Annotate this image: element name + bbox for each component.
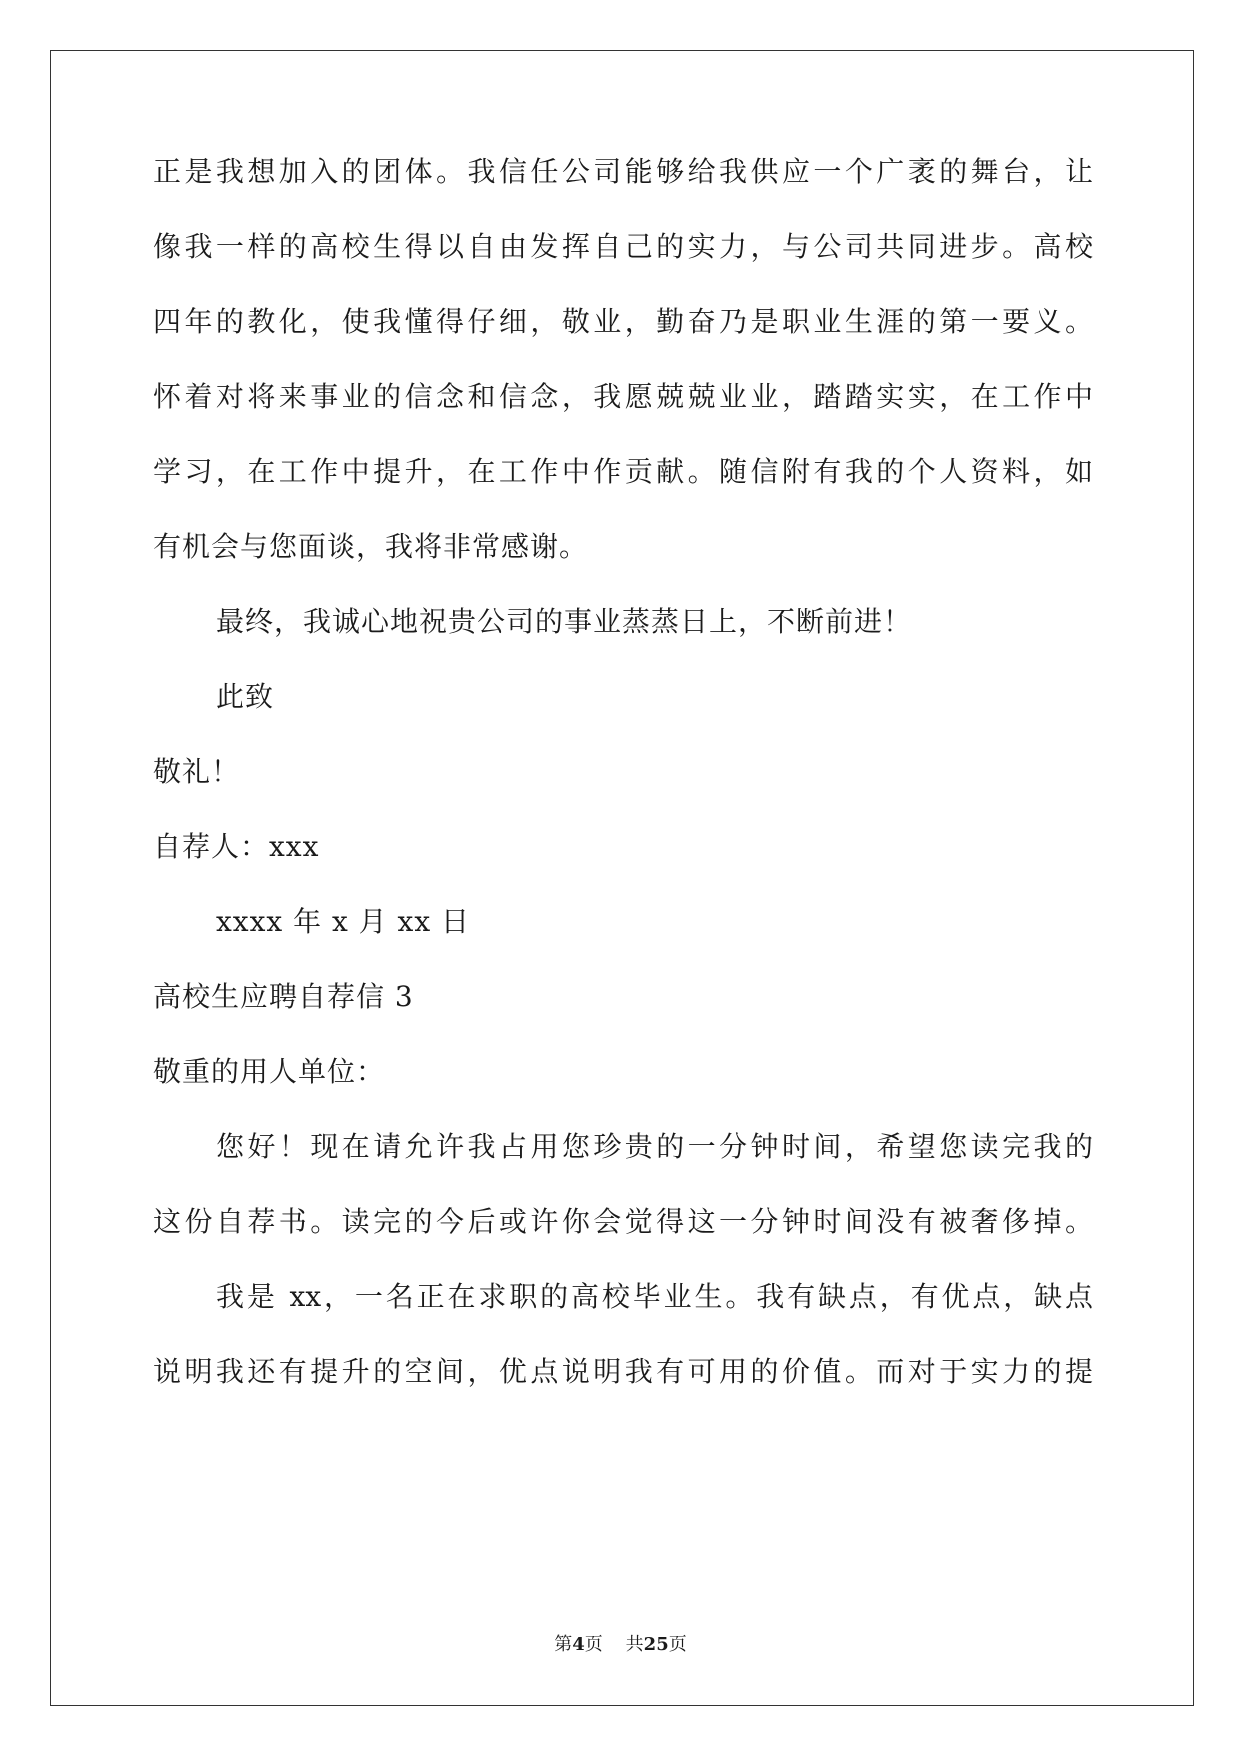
footer-prefix: 第 bbox=[554, 1634, 573, 1655]
footer-total-pages: 25 bbox=[643, 1634, 669, 1655]
paragraph-line: 说明我还有提升的空间，优点说明我有可用的价值。而对于实力的提 bbox=[153, 1355, 1093, 1388]
closing-wish: 最终，我诚心地祝贵公司的事业蒸蒸日上，不断前进！ bbox=[216, 605, 913, 638]
salutation-jingli: 敬礼！ bbox=[153, 755, 241, 788]
footer-total-unit: 页 bbox=[668, 1634, 687, 1655]
page-footer bbox=[0, 1633, 1241, 1657]
paragraph-line: 像我一样的高校生得以自由发挥自己的实力，与公司共同进步。高校 bbox=[153, 230, 1093, 263]
page-border bbox=[50, 50, 1194, 1706]
paragraph-line: 正是我想加入的团体。我信任公司能够给我供应一个广袤的舞台，让 bbox=[153, 155, 1093, 188]
paragraph-line: 学习，在工作中提升，在工作中作贡献。随信附有我的个人资料，如 bbox=[153, 455, 1093, 488]
footer-page-unit: 页 bbox=[584, 1634, 603, 1655]
paragraph-line: 我是 xx，一名正在求职的高校毕业生。我有缺点，有优点，缺点 bbox=[216, 1280, 1093, 1313]
paragraph-line: 这份自荐书。读完的今后或许你会觉得这一分钟时间没有被奢侈掉。 bbox=[153, 1205, 1093, 1238]
section-title: 高校生应聘自荐信 3 bbox=[153, 980, 414, 1013]
paragraph-line: 有机会与您面谈，我将非常感谢。 bbox=[153, 530, 589, 563]
footer-page-number: 4 bbox=[572, 1634, 585, 1655]
footer-total-prefix: 共 bbox=[625, 1634, 644, 1655]
greeting: 敬重的用人单位： bbox=[153, 1055, 386, 1088]
signature-line: 自荐人：xxx bbox=[153, 830, 320, 863]
paragraph-line: 您好！现在请允许我占用您珍贵的一分钟时间，希望您读完我的 bbox=[216, 1130, 1093, 1163]
paragraph-line: 怀着对将来事业的信念和信念，我愿兢兢业业，踏踏实实，在工作中 bbox=[153, 380, 1093, 413]
date-line: xxxx 年 x 月 xx 日 bbox=[216, 905, 471, 938]
salutation-cizhi: 此致 bbox=[216, 680, 275, 713]
paragraph-line: 四年的教化，使我懂得仔细，敬业，勤奋乃是职业生涯的第一要义。 bbox=[153, 305, 1093, 338]
